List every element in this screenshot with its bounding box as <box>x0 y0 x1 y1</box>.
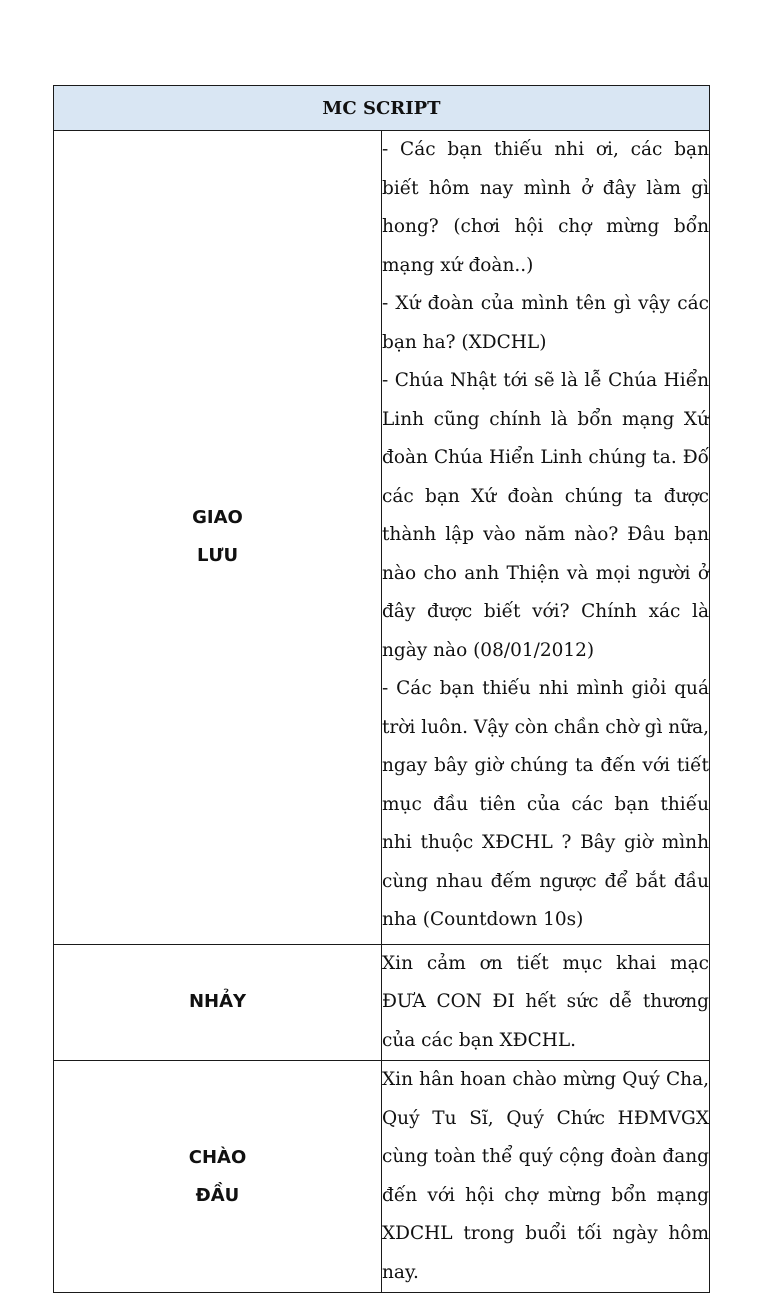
script-paragraph: Xin cảm ơn tiết mục khai mạc ĐƯA CON ĐI hết sức dễ thương của các bạn XĐCHL. <box>382 952 709 1051</box>
script-paragraph: - Các bạn thiếu nhi mình giỏi quá trời luôn. Vậy còn chần chờ gì nữa, ngay bây giờ chúng ta đến với tiết mục đầu tiên của các bạn thiếu nhi thuộc XĐCHL ? Bây giờ mình cùng nhau đếm ngược để bắt đầu nha (Countdown 10s) <box>382 678 709 930</box>
table-row-giao-luu <box>54 131 710 945</box>
row-content-giao-luu <box>382 131 710 945</box>
script-paragraph: - Chúa Nhật tới sẽ là lễ Chúa Hiển Linh cũng chính là bổn mạng Xứ đoàn Chúa Hiển Linh chúng ta. Đố các bạn Xứ đoàn chúng ta được thành lập vào năm nào? Đâu bạn nào cho anh Thiện và mọi người ở đây được biết với? Chính xác là ngày nào (08/01/2012) <box>382 370 709 661</box>
row-label-giao-luu <box>54 131 382 945</box>
table-title: MC SCRIPT <box>54 86 710 131</box>
document-page <box>53 85 710 1293</box>
row-label-line: LƯU <box>196 545 239 567</box>
table-row-nhay <box>54 944 710 1061</box>
script-paragraph: - Xứ đoàn của mình tên gì vậy các bạn ha? (XDCHL) <box>382 293 709 353</box>
row-content-chao-dau <box>382 1061 710 1293</box>
row-label-nhay <box>54 944 382 1061</box>
row-label-line: ĐẦU <box>195 1184 240 1206</box>
row-content-nhay <box>382 944 710 1061</box>
table-header-row <box>54 86 710 131</box>
script-paragraph: - Các bạn thiếu nhi ơi, các bạn biết hôm nay mình ở đây làm gì hong? (chơi hội chợ mừng bổn mạng xứ đoàn..) <box>382 139 709 276</box>
row-label-chao-dau <box>54 1061 382 1293</box>
row-label-line: NHẢY <box>188 991 247 1013</box>
table-row-chao-dau <box>54 1061 710 1293</box>
row-label-line: CHÀO <box>188 1146 247 1168</box>
row-label-line: GIAO <box>192 507 243 529</box>
mc-script-table <box>53 85 710 1293</box>
script-paragraph: Xin hân hoan chào mừng Quý Cha, Quý Tu Sĩ, Quý Chức HĐMVGX cùng toàn thể quý cộng đoàn đang đến với hội chợ mừng bổn mạng XDCHL trong buổi tối ngày hôm nay. <box>382 1069 709 1283</box>
